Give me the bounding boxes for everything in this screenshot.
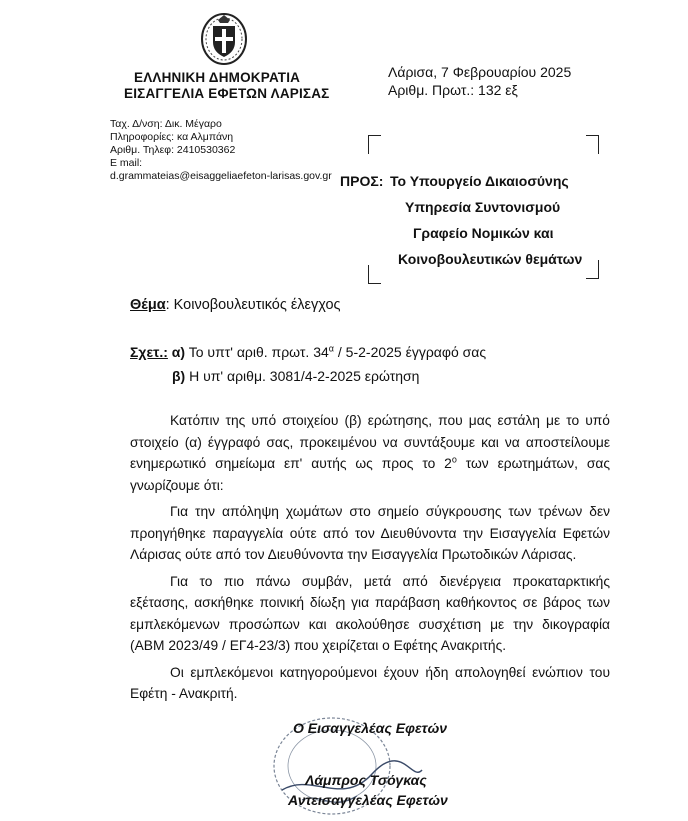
- reference-b-marker: β): [172, 368, 186, 384]
- body-p1-sup: ο: [451, 454, 457, 465]
- reference-a-sup: α: [328, 343, 334, 354]
- body-paragraph-1: [130, 410, 610, 496]
- reference-b: [172, 368, 419, 384]
- signature-role: Αντεισαγγελέας Εφετών: [288, 792, 448, 808]
- reference-a-text-pre: Το υπτ' αριθ. πρωτ. 34: [188, 344, 329, 360]
- recipient-line3: Γραφείο Νομικών και: [413, 225, 554, 241]
- contact-address: Ταχ. Δ/νση: Δικ. Μέγαρο: [110, 118, 222, 130]
- signature-title: Ο Εισαγγελέας Εφετών: [293, 720, 448, 736]
- body-paragraph-4: Οι εμπλεκόμενοι κατηγορούμενοι έχουν ήδη απολογηθεί ενώπιον του Εφέτη - Ανακριτή.: [130, 664, 610, 701]
- body-paragraph-2: Για την απόληψη χωμάτων στο σημείο σύγκρουσης των τρένων δεν προηγήθηκε παραγγελία ούτε από τον Διευθύνοντα την Εισαγγελία Εφετών Λάρισας ούτε από τον Διευθύνοντα την Εισαγγελία Πρωτοδικών Λάρισας.: [130, 504, 610, 562]
- contact-block: [110, 118, 332, 183]
- references-label: Σχετ.:: [130, 344, 168, 360]
- recipient-line1: Το Υπουργείο Δικαιοσύνης: [390, 173, 569, 189]
- body-paragraph-3: Για το πιο πάνω συμβάν, μετά από διενέργεια προκαταρκτικής εξέτασης, ασκήθηκε ποινική δίωξη για παράβαση καθήκοντος σε βάρος των εμπλεκόμενων προσώπων και ακολούθησε συσχέτιση με την δικογραφία (ΑΒΜ 2023/49 / ΕΓ4-23/3) που χειρίζεται ο Εφέτης Ανακριτής.: [130, 573, 610, 653]
- address-frame-bottom-left: [368, 265, 381, 284]
- org-name-line1: ΕΛΛΗΝΙΚΗ ΔΗΜΟΚΡΑΤΙΑ: [134, 70, 301, 85]
- address-frame-top-right: [586, 135, 599, 154]
- body-p1-pre: Κατόπιν της υπό στοιχείου (β) ερώτησης, που μας εστάλη με το υπό στοιχείο (α) έγγραφό σας, προκειμένου να συντάξουμε και να αποστείλουμε ενημερωτικό σημείωμα επ' αυτής ως προς το 2: [130, 413, 610, 471]
- coat-of-arms-emblem: [200, 12, 248, 66]
- subject-label: Θέμα: [130, 297, 166, 313]
- subject-text: : Κοινοβουλευτικός έλεγχος: [165, 297, 341, 313]
- reference-a-text-post: / 5-2-2025 έγγραφό σας: [334, 344, 487, 360]
- reference-b-text: Η υπ' αριθμ. 3081/4-2-2025 ερώτηση: [189, 368, 420, 384]
- letter-body: [130, 410, 610, 710]
- reference-a: [130, 344, 486, 360]
- address-frame-bottom-right: [586, 260, 599, 279]
- subject-line: [130, 297, 341, 313]
- recipient-line4: Κοινοβουλευτικών θεμάτων: [398, 251, 583, 267]
- address-frame-top-left: [368, 135, 381, 154]
- org-name-line2: ΕΙΣΑΓΓΕΛΙΑ ΕΦΕΤΩΝ ΛΑΡΙΣΑΣ: [124, 86, 330, 101]
- reference-a-marker: α): [171, 344, 186, 360]
- recipient-line2: Υπηρεσία Συντονισμού: [405, 199, 561, 215]
- body-p1-post: των ερωτημάτων, σας γνωρίζουμε ότι:: [130, 456, 610, 493]
- contact-phone: Αριθμ. Τηλεφ: 2410530362: [110, 144, 236, 156]
- place-date: Λάρισα, 7 Φεβρουαρίου 2025: [388, 64, 572, 80]
- contact-email-label: E mail:: [110, 157, 143, 169]
- recipient-label: ΠΡΟΣ:: [340, 173, 384, 189]
- contact-email: d.grammateias@eisaggeliaefeton-larisas.gov.gr: [110, 170, 332, 182]
- contact-info: Πληροφορίες: κα Αλμπάνη: [110, 131, 234, 143]
- protocol-number: Αριθμ. Πρωτ.: 132 εξ: [388, 82, 518, 98]
- signature-name: Λάμπρος Τσόγκας: [305, 772, 427, 788]
